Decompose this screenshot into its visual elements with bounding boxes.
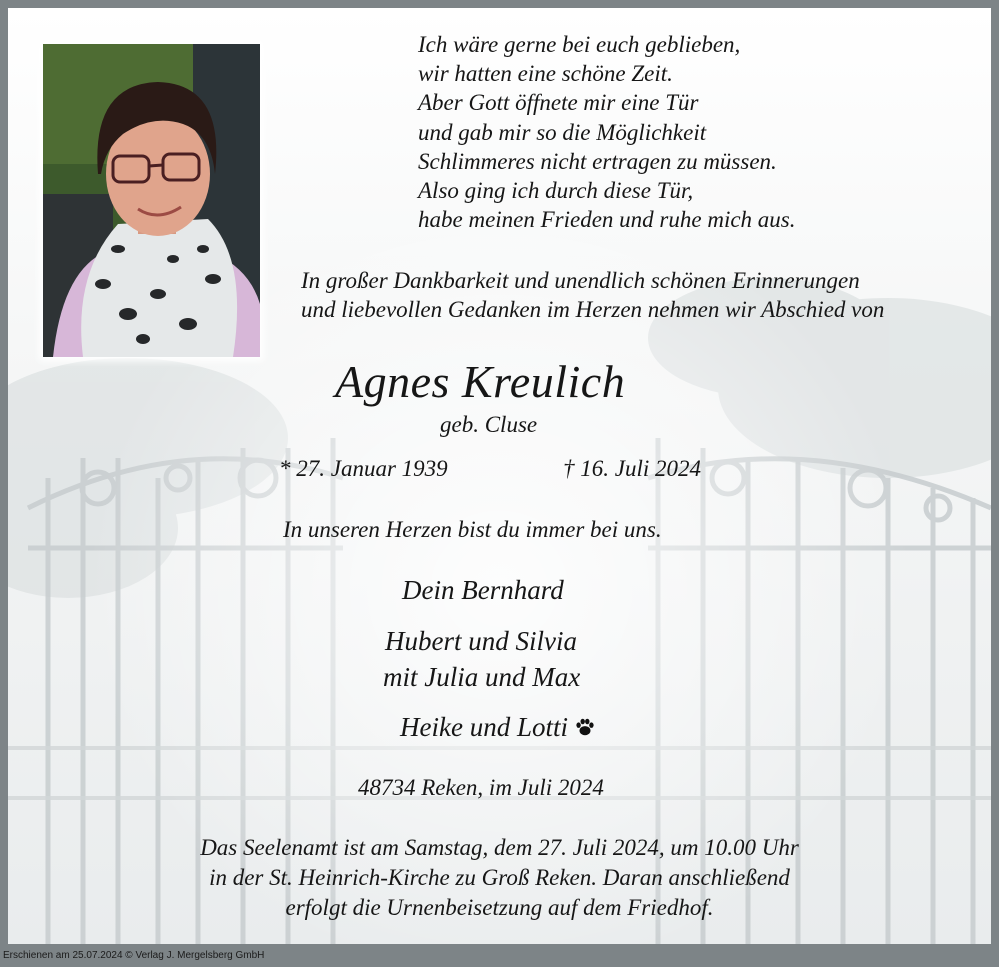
- maiden-name: geb. Cluse: [440, 412, 538, 437]
- farewell-intro: [301, 266, 884, 324]
- mourner-line: Hubert und Silvia: [385, 626, 577, 656]
- poem-line: wir hatten eine schöne Zeit.: [418, 61, 673, 87]
- poem-line: Also ging ich durch diese Tür,: [418, 178, 694, 204]
- poem-line: Ich wäre gerne bei euch geblieben,: [418, 32, 741, 57]
- poem-line: habe meinen Frieden und ruhe mich aus.: [418, 207, 796, 233]
- mourner-line-pet: [400, 710, 596, 744]
- portrait-photo: [43, 44, 260, 357]
- intro-line: In großer Dankbarkeit und unendlich schönen Erinnerungen: [301, 268, 860, 293]
- memorial-motto: In unseren Herzen bist du immer bei uns.: [283, 517, 662, 542]
- portrait-illustration: [43, 44, 260, 357]
- service-line: Das Seelenamt ist am Samstag, dem 27. Juli 2024, um 10.00 Uhr: [200, 835, 799, 860]
- obituary-card: [8, 8, 991, 944]
- mourner-line: mit Julia und Max: [383, 662, 581, 692]
- mourner-line: Dein Bernhard: [402, 575, 564, 605]
- service-line: in der St. Heinrich-Kirche zu Groß Reken. Daran anschließend: [209, 865, 790, 890]
- death-date: † 16. Juli 2024: [563, 456, 701, 481]
- mourner-line: Heike und Lotti: [400, 712, 568, 742]
- poem-line: Schlimmeres nicht ertragen zu müssen.: [418, 148, 777, 174]
- paw-icon: [574, 716, 596, 738]
- poem-line: und gab mir so die Möglichkeit: [418, 119, 707, 145]
- poem-line: Aber Gott öffnete mir eine Tür: [418, 90, 699, 116]
- birth-date: * 27. Januar 1939: [279, 456, 448, 481]
- place-and-date: 48734 Reken, im Juli 2024: [358, 775, 604, 800]
- service-line: erfolgt die Urnenbeisetzung auf dem Friedhof.: [285, 895, 714, 920]
- poem: [418, 30, 796, 234]
- publication-credit: Erschienen am 25.07.2024 © Verlag J. Mergelsberg GmbH: [3, 950, 265, 961]
- deceased-name: Agnes Kreulich: [335, 356, 626, 407]
- service-details: [8, 833, 991, 923]
- intro-line: und liebevollen Gedanken im Herzen nehmen wir Abschied von: [301, 297, 885, 322]
